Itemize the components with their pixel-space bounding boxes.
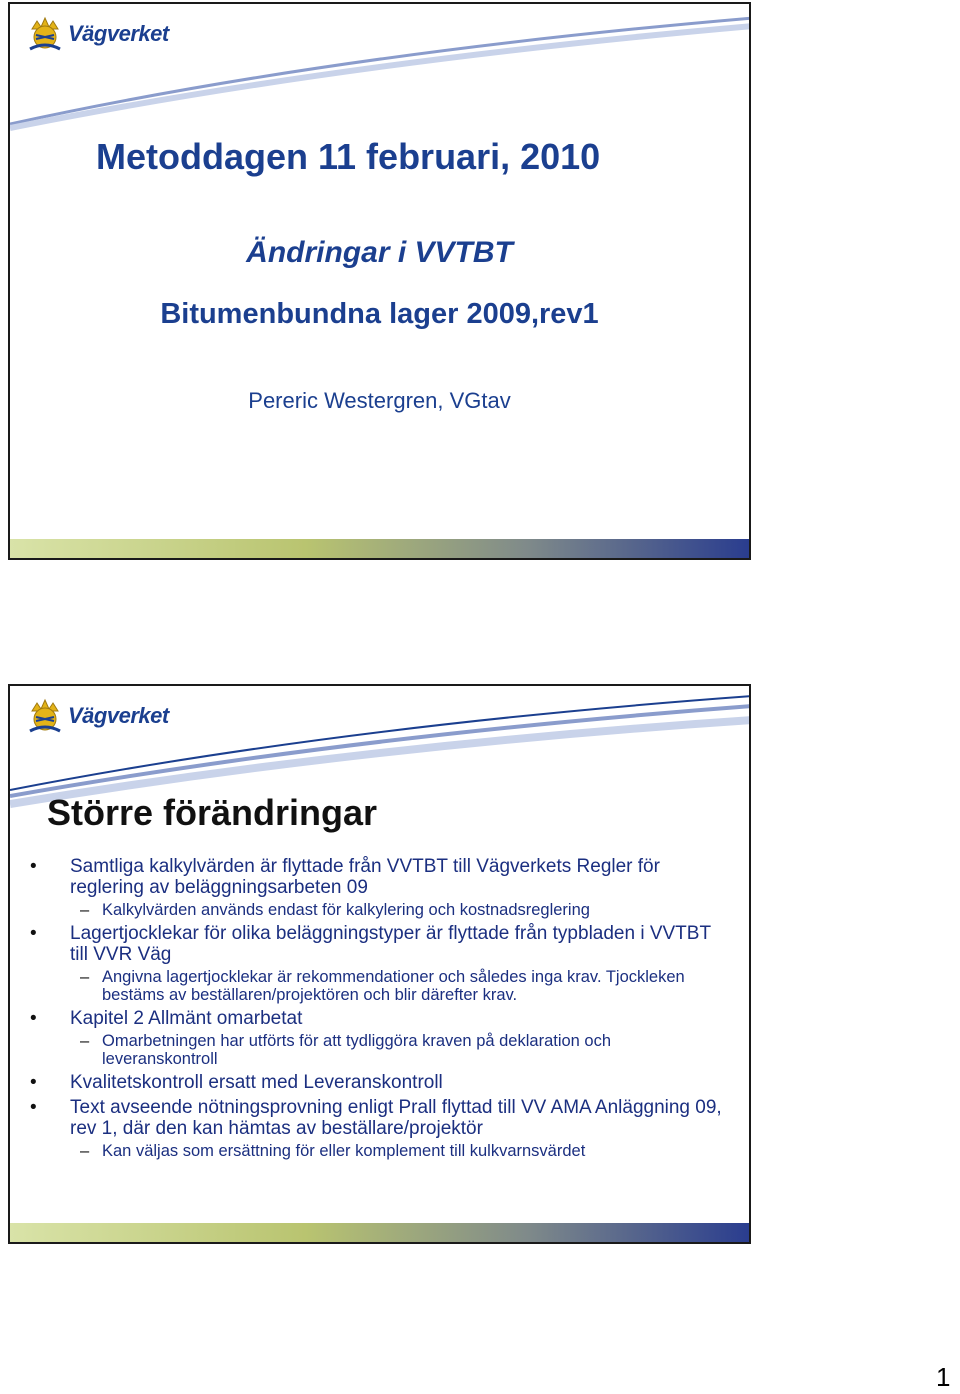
sub-bullet-item [28,1142,728,1160]
dash-marker: – [80,1142,90,1160]
bullet-item [28,923,728,965]
sub-bullet-text: Kan väljas som ersättning för eller komplement till kulkvarnsvärdet [102,1142,586,1160]
page-number: 1 [936,1362,951,1392]
bullet-text: Samtliga kalkylvärden är flyttade från VVTBT till Vägverkets Regler för reglering av beläggningsarbeten 09 [70,856,660,898]
bullet-list [28,852,728,1160]
bullet-text: Lagertjocklekar för olika beläggningstyper är flyttade från typbladen i VVTBT till VVR Väg [70,923,711,965]
sub-bullet-text: Omarbetningen har utförts för att tydliggöra kraven på deklaration och leveranskontroll [102,1032,612,1068]
slide-subtitle: Ändringar i VVTBT [246,236,513,269]
sub-bullet-item [28,968,728,1004]
sub-bullet-item [28,1032,728,1068]
logo-wordmark: Vägverket [68,703,169,728]
bullet-marker: • [30,1097,37,1118]
vagverket-logo [26,694,169,738]
dash-marker: – [80,968,90,986]
bullet-marker: • [30,923,37,944]
bullet-marker: • [30,1008,37,1029]
bullet-text: Text avseende nötningsprovning enligt Prall flyttad till VV AMA Anläggning 09, rev 1, där den kan hämtas av beställare/projektör [70,1097,722,1139]
bullet-item [28,1097,728,1139]
bullet-marker: • [30,1072,37,1093]
footer-gradient-bar [10,539,749,558]
bullet-item [28,856,728,898]
slide-title: Större förändringar [47,792,378,833]
dash-marker: – [80,1032,90,1050]
slide-subtitle-2: Bitumenbundna lager 2009,rev1 [160,298,599,330]
slide-author: Pereric Westergren, VGtav [248,388,511,413]
bullet-text: Kapitel 2 Allmänt omarbetat [70,1008,303,1029]
sub-bullet-text: Kalkylvärden används endast för kalkylering och kostnadsreglering [102,901,590,919]
dash-marker: – [80,901,90,919]
slide-title: Metoddagen 11 februari, 2010 [96,136,601,177]
crown-emblem-icon [26,697,64,735]
bullet-item [28,1072,728,1093]
footer-gradient-bar [10,1223,749,1242]
bullet-marker: • [30,856,37,877]
sub-bullet-item [28,901,728,919]
bullet-text: Kvalitetskontroll ersatt med Leveranskontroll [70,1072,443,1093]
crown-emblem-icon [26,15,64,53]
title-slide [8,2,751,560]
vagverket-logo [26,12,169,56]
bullet-item [28,1008,728,1029]
content-slide [8,684,751,1244]
logo-wordmark: Vägverket [68,21,169,46]
sub-bullet-text: Angivna lagertjocklekar är rekommendationer och således inga krav. Tjockleken bestäms av beställaren/projektören och blir därefter krav. [102,968,685,1004]
